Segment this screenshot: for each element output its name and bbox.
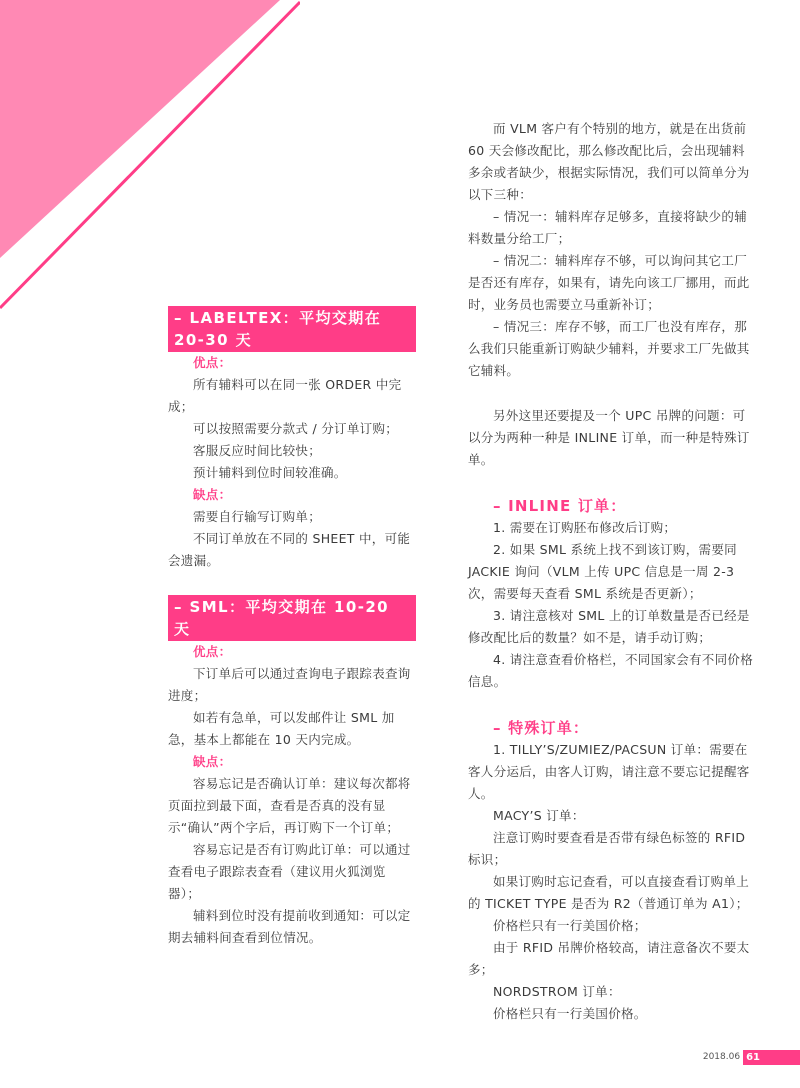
sml-pro-1: 下订单后可以通过查询电子跟踪表查询进度； xyxy=(168,666,411,703)
labeltex-con-2: 不同订单放在不同的 SHEET 中，可能会遗漏。 xyxy=(168,531,411,568)
inline-item-1: 1. 需要在订购胚布修改后订购； xyxy=(493,520,677,535)
labeltex-pro-2: 可以按照需要分款式 / 分订单订购； xyxy=(193,421,399,436)
labeltex-heading: – LABELTEX：平均交期在 20-30 天 xyxy=(168,306,416,352)
special-item-2: MACY’S 订单： xyxy=(493,808,585,823)
special-item-8: 价格栏只有一行美国价格。 xyxy=(493,1006,647,1021)
case-2: – 情况二：辅料库存不够，可以询问其它工厂是否还有库存，如果有，请先向该工厂挪用，而此时，业务员也需要立马重新补订； xyxy=(468,253,750,312)
intro-paragraph: 而 VLM 客户有个特别的地方，就是在出货前 60 天会修改配比，那么修改配比后，会出现辅料多余或者缺少，根据实际情况，我们可以简单分为以下三种： xyxy=(468,121,750,202)
pink-triangle xyxy=(0,0,280,258)
sml-pros-label: 优点： xyxy=(193,644,232,659)
corner-decoration xyxy=(0,0,300,315)
labeltex-pro-1: 所有辅料可以在同一张 ORDER 中完成； xyxy=(168,377,402,414)
special-item-7: NORDSTROM 订单： xyxy=(493,984,621,999)
labeltex-cons-label: 缺点： xyxy=(193,487,232,502)
sml-con-1: 容易忘记是否确认订单：建议每次都将页面拉到最下面，查看是否真的没有显示“确认”两个字后，再订购下一个订单； xyxy=(168,776,411,835)
special-heading: – 特殊订单： xyxy=(493,719,590,737)
left-column xyxy=(168,306,416,949)
page-footer xyxy=(703,1048,800,1066)
labeltex-pro-4: 预计辅料到位时间较准确。 xyxy=(193,465,347,480)
sml-con-3: 辅料到位时没有提前收到通知：可以定期去辅料间查看到位情况。 xyxy=(168,908,411,945)
inline-item-4: 4. 请注意查看价格栏，不同国家会有不同价格信息。 xyxy=(468,652,754,689)
labeltex-con-1: 需要自行输写订购单； xyxy=(193,509,322,524)
special-item-5: 价格栏只有一行美国价格； xyxy=(493,918,647,933)
special-item-3: 注意订购时要查看是否带有绿色标签的 RFID 标识； xyxy=(468,830,746,867)
labeltex-pros-label: 优点： xyxy=(193,355,232,370)
sml-cons-label: 缺点： xyxy=(193,754,232,769)
case-1: – 情况一：辅料库存足够多，直接将缺少的辅料数量分给工厂； xyxy=(468,209,748,246)
sml-pro-2: 如若有急单，可以发邮件让 SML 加急，基本上都能在 10 天内完成。 xyxy=(168,710,395,747)
special-item-6: 由于 RFID 吊牌价格较高，请注意备次不要太多； xyxy=(468,940,750,977)
special-item-1: 1. TILLY’S/ZUMIEZ/PACSUN 订单：需要在客人分运后，由客人订购，请注意不要忘记提醒客人。 xyxy=(468,742,750,801)
case-3: – 情况三：库存不够，而工厂也没有库存，那么我们只能重新订购缺少辅料，并要求工厂先做其它辅料。 xyxy=(468,319,750,378)
inline-item-3: 3. 请注意核对 SML 上的订单数量是否已经是修改配比后的数量？如不是，请手动订购； xyxy=(468,608,750,645)
upc-paragraph: 另外这里还要提及一个 UPC 吊牌的问题：可以分为两种一种是 INLINE 订单，而一种是特殊订单。 xyxy=(468,408,750,467)
issue-date: 2018.06 xyxy=(702,1052,741,1062)
labeltex-pro-3: 客服反应时间比较快； xyxy=(193,443,322,458)
sml-heading: – SML：平均交期在 10-20 天 xyxy=(168,595,416,641)
page-number: 61 xyxy=(743,1050,800,1065)
inline-heading: – INLINE 订单： xyxy=(493,497,627,515)
sml-con-2: 容易忘记是否有订购此订单：可以通过查看电子跟踪表查看（建议用火狐浏览器）； xyxy=(168,842,411,901)
special-item-4: 如果订购时忘记查看，可以直接查看订购单上的 TICKET TYPE 是否为 R2（普通订单为 A1）； xyxy=(468,874,750,911)
inline-item-2: 2. 如果 SML 系统上找不到该订购，需要同 JACKIE 询问（VLM 上传 UPC 信息是一周 2-3 次，需要每天查看 SML 系统是否更新）； xyxy=(468,542,737,601)
right-column xyxy=(468,118,754,1025)
